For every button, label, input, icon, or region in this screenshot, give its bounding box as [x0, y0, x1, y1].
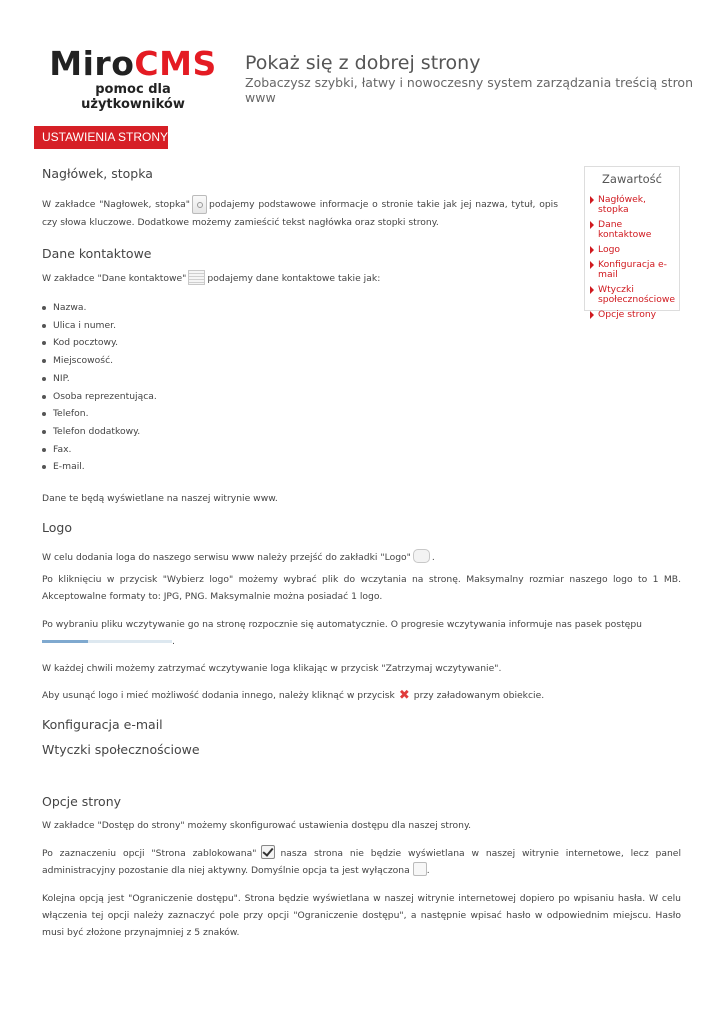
paragraph-logo-tab: W celu dodania loga do naszego serwisu www należy przejść do zakładki "Logo" . — [42, 549, 558, 566]
paragraph-contact: W zakładce "Dane kontaktowe" podajemy dane kontaktowe takie jak: — [42, 270, 558, 287]
logo-tab-icon — [413, 549, 430, 563]
site-title: Pokaż się z dobrej strony — [245, 52, 481, 74]
table-of-contents — [584, 166, 680, 320]
contact-field-item: Telefon. — [42, 405, 558, 423]
heading-options: Opcje strony — [42, 794, 122, 809]
paragraph-options-restricted: Kolejna opcją jest "Ograniczenie dostępu". Strona będzie wyświetlana w naszej witrynie internetowej dopiero po wpisaniu hasła. W celu włączenia tej opcji należy zaznaczyć pole przy opcji "Ograniczenie dostępu", a następnie wpisać hasło w odpowiednim miejscu. Hasło musi być złożone przynajmniej z 5 znaków. — [42, 893, 681, 938]
paragraph-logo-choose: Po kliknięciu w przycisk "Wybierz logo" możemy wybrać plik do wczytania na stronę. Maksymalny rozmiar naszego logo to 1 MB. Akceptowalne formaty to: JPG, PNG. Maksymalnie można posiadać 1 logo. — [42, 574, 681, 602]
logo-tagline: pomoc dla użytkowników — [81, 82, 185, 112]
paragraph-header-footer: W zakładce "Nagłowek, stopka" podajemy podstawowe informacje o stronie takie jak jej nazwa, tytuł, opis czy słowa kluczowe. Dodatkowe możemy zamieścić tekst nagłówka oraz stopki strony. — [42, 195, 558, 231]
paragraph-options-blocked: Po zaznaczeniu opcji "Strona zablokowana" nasza strona nie będzie wyświetlana w naszej witrynie internetowe, lecz panel administracyjny pozostanie dla niej aktywny. Domyślnie opcja ta jest wyłączona . — [42, 845, 681, 879]
contact-field-item: Telefon dodatkowy. — [42, 423, 558, 441]
checked-checkbox-icon — [261, 845, 275, 859]
paragraph-options-access: W zakładce "Dostęp do strony" możemy skonfigurować ustawienia dostępu dla naszej strony. — [42, 820, 472, 831]
upload-progress-fill — [42, 640, 88, 643]
contact-field-item: Miejscowość. — [42, 352, 558, 370]
paragraph-logo-stop: W każdej chwili możemy zatrzymać wczytywanie loga klikając w przycisk "Zatrzymaj wczytywanie". — [42, 663, 502, 674]
contact-field-item: Ulica i numer. — [42, 317, 558, 335]
contact-field-item: Kod pocztowy. — [42, 334, 558, 352]
heading-social: Wtyczki społecznościowe — [42, 742, 200, 757]
empty-checkbox-icon — [413, 862, 427, 876]
toc-title: Zawartość — [602, 172, 662, 186]
paragraph-logo-progress: Po wybraniu pliku wczytywanie go na stronę rozpocznie się automatycznie. O progresie wczytywania informuje nas pasek postępu . — [42, 619, 642, 647]
delete-x-icon: ✖ — [398, 688, 410, 703]
heading-logo: Logo — [42, 520, 72, 536]
toc-items — [585, 195, 679, 320]
contact-field-item: Osoba reprezentująca. — [42, 388, 558, 406]
contact-field-item: E-mail. — [42, 458, 558, 476]
heading-header-footer: Nagłówek, stopka — [42, 166, 153, 181]
site-subtitle: Zobaczysz szybki, łatwy i nowoczesny system zarządzania treścią stron www — [245, 75, 693, 105]
heading-email: Konfiguracja e-mail — [42, 717, 163, 732]
paragraph-logo-delete: Aby usunąć logo i mieć możliwość dodania innego, należy kliknąć w przycisk ✖ przy załadowanym obiekcie. — [42, 688, 545, 703]
logo-wordmark: MiroCMS — [49, 44, 217, 83]
toc-link[interactable]: Dane kontaktowe — [585, 220, 679, 240]
heading-contact: Dane kontaktowe — [42, 246, 152, 261]
section-banner: USTAWIENIA STRONY — [34, 126, 168, 149]
contact-fields-list — [42, 299, 558, 476]
contact-field-item: Fax. — [42, 441, 558, 459]
upload-progress-bar — [42, 640, 172, 643]
site-logo[interactable] — [48, 46, 218, 112]
paragraph-contact-display: Dane te będą wyświetlane na naszej witrynie www. — [42, 493, 278, 505]
header-footer-icon — [192, 195, 207, 214]
toc-link[interactable]: Opcje strony — [585, 310, 679, 320]
toc-link[interactable]: Konfiguracja e-mail — [585, 260, 679, 280]
toc-link[interactable]: Nagłówek, stopka — [585, 195, 679, 215]
contact-list-icon — [188, 270, 205, 285]
main-content — [42, 166, 558, 566]
toc-link[interactable]: Wtyczki społecznościowe — [585, 285, 679, 305]
contact-field-item: Nazwa. — [42, 299, 558, 317]
contact-field-item: NIP. — [42, 370, 558, 388]
toc-link[interactable]: Logo — [585, 245, 679, 255]
